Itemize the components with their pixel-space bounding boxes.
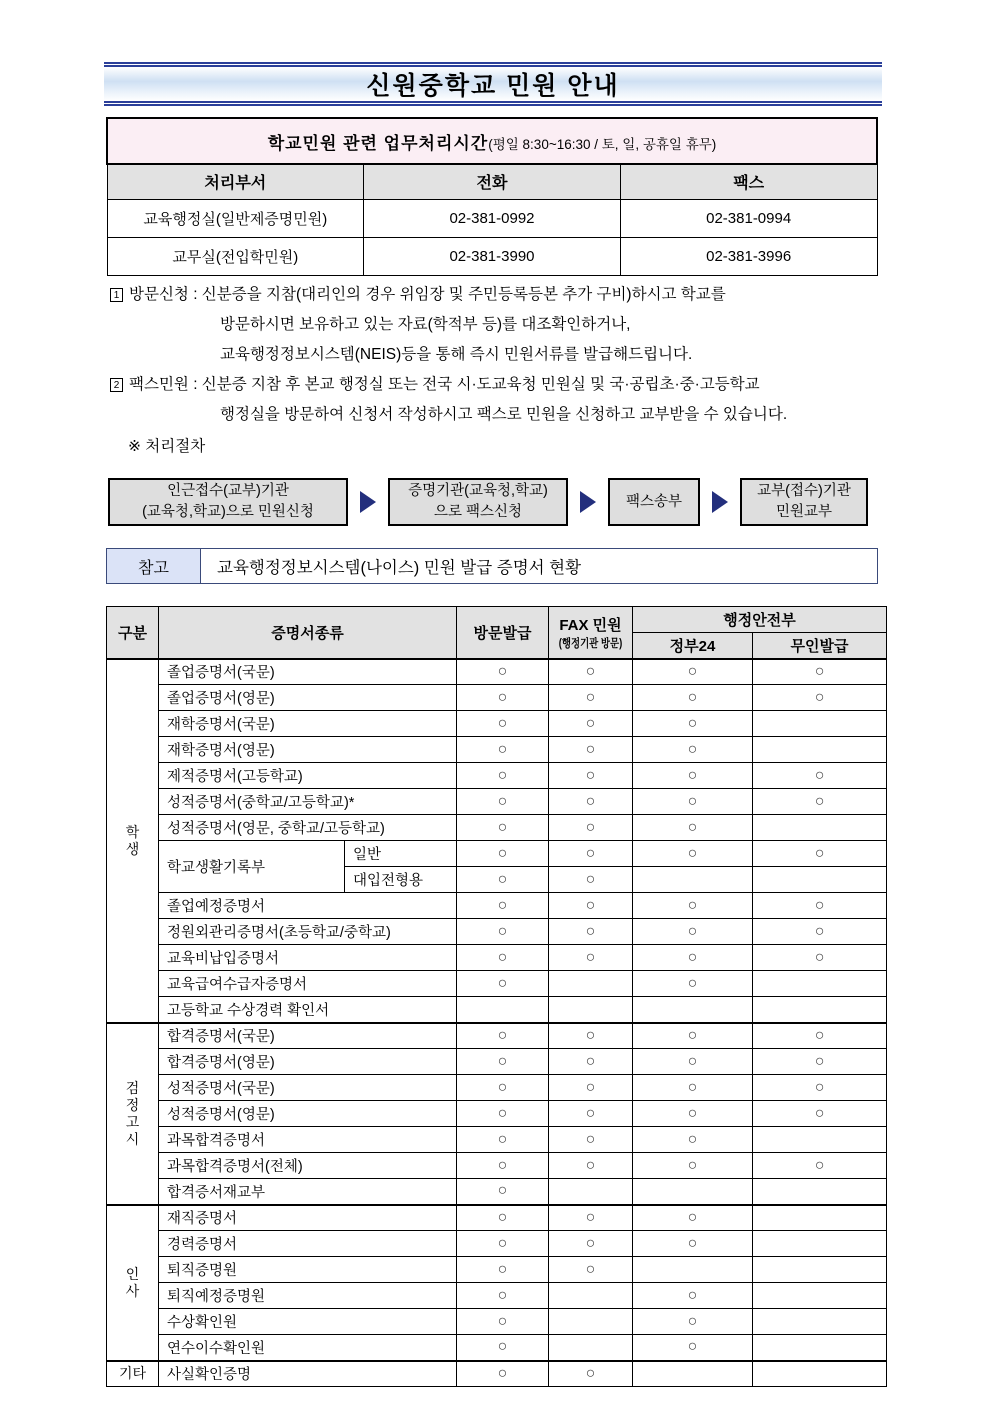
matrix-mark-fax (549, 971, 633, 997)
arrow-right-icon (580, 491, 596, 513)
office-hours-cell (107, 118, 877, 164)
matrix-mark-kiosk (753, 737, 887, 763)
table-row (107, 237, 877, 275)
matrix-mark-visit (457, 867, 549, 893)
matrix-category-cell: 기타 (107, 1361, 159, 1387)
matrix-mark-gov24 (633, 1153, 753, 1179)
title-banner (104, 62, 882, 106)
department-phone: 02-381-3990 (364, 237, 621, 275)
matrix-mark-kiosk (753, 1127, 887, 1153)
matrix-mark-gov24 (633, 685, 753, 711)
table-row (107, 685, 887, 711)
certificate-matrix-table (106, 606, 887, 1387)
matrix-cert-name: 사실확인증명 (159, 1361, 457, 1387)
flow-step-line2: 민원교부 (775, 504, 833, 520)
matrix-mark-fax (549, 1231, 633, 1257)
matrix-cert-name: 학교생활기록부 (159, 841, 345, 893)
matrix-mark-gov24 (633, 659, 753, 685)
instruction-item-1 (110, 280, 930, 310)
matrix-cert-name: 수상확인원 (159, 1309, 457, 1335)
flow-step-2 (388, 478, 568, 526)
office-hours-sub: (평일 8:30~16:30 / 토, 일, 공휴일 휴무) (488, 136, 717, 152)
matrix-mark-visit (457, 841, 549, 867)
matrix-mark-fax (549, 1283, 633, 1309)
matrix-mark-gov24 (633, 763, 753, 789)
matrix-mark-fax (549, 711, 633, 737)
matrix-mark-kiosk (753, 1361, 887, 1387)
matrix-mark-visit (457, 945, 549, 971)
table-row (107, 1179, 887, 1205)
matrix-mark-kiosk (753, 685, 887, 711)
matrix-mark-kiosk (753, 919, 887, 945)
th-mois: 행정안전부 (633, 607, 887, 633)
matrix-mark-kiosk (753, 659, 887, 685)
matrix-cert-name: 합격증서재교부 (159, 1179, 457, 1205)
matrix-mark-kiosk (753, 1335, 887, 1361)
matrix-mark-fax (549, 1361, 633, 1387)
matrix-category-cell: 학 생 (107, 659, 159, 1023)
matrix-mark-visit (457, 737, 549, 763)
matrix-mark-visit (457, 1361, 549, 1387)
matrix-mark-kiosk (753, 893, 887, 919)
matrix-mark-gov24 (633, 945, 753, 971)
matrix-cert-name: 제적증명서(고등학교) (159, 763, 457, 789)
matrix-mark-fax (549, 893, 633, 919)
matrix-mark-kiosk (753, 1309, 887, 1335)
matrix-mark-kiosk (753, 815, 887, 841)
matrix-mark-fax (549, 659, 633, 685)
table-row (107, 815, 887, 841)
matrix-mark-gov24 (633, 919, 753, 945)
matrix-mark-kiosk (753, 1049, 887, 1075)
item-number-badge: 2 (110, 378, 123, 392)
matrix-mark-gov24 (633, 1231, 753, 1257)
matrix-mark-kiosk (753, 763, 887, 789)
matrix-mark-gov24 (633, 867, 753, 893)
matrix-mark-visit (457, 1231, 549, 1257)
matrix-mark-kiosk (753, 867, 887, 893)
matrix-mark-visit (457, 1101, 549, 1127)
title-band (104, 67, 882, 101)
arrow-right-icon (360, 491, 376, 513)
th-fax-civil (549, 607, 633, 659)
matrix-cert-name: 퇴직예정증명원 (159, 1283, 457, 1309)
matrix-mark-visit (457, 919, 549, 945)
matrix-cert-name: 경력증명서 (159, 1231, 457, 1257)
matrix-mark-kiosk (753, 1023, 887, 1049)
matrix-cert-name: 합격증명서(영문) (159, 1049, 457, 1075)
matrix-mark-gov24 (633, 1283, 753, 1309)
table-row (107, 919, 887, 945)
matrix-mark-gov24 (633, 971, 753, 997)
matrix-mark-fax (549, 1153, 633, 1179)
matrix-mark-kiosk (753, 1075, 887, 1101)
flow-step-line2: (교육청,학교)으로 민원신청 (142, 504, 314, 520)
table-row (107, 763, 887, 789)
matrix-mark-gov24 (633, 815, 753, 841)
table-row (107, 945, 887, 971)
office-hours-main: 학교민원 관련 업무처리시간 (267, 133, 489, 153)
instruction-text: 교육행정정보시스템(NEIS)등을 통해 즉시 민원서류를 발급해드립니다. (220, 346, 693, 363)
matrix-mark-kiosk (753, 1257, 887, 1283)
matrix-cert-name: 과목합격증명서 (159, 1127, 457, 1153)
matrix-mark-fax (549, 1335, 633, 1361)
matrix-mark-visit (457, 1153, 549, 1179)
matrix-mark-gov24 (633, 1309, 753, 1335)
table-row (107, 1153, 887, 1179)
matrix-cert-name: 졸업증명서(영문) (159, 685, 457, 711)
matrix-cert-name: 졸업예정증명서 (159, 893, 457, 919)
department-fax: 02-381-3996 (620, 237, 877, 275)
matrix-mark-gov24 (633, 1075, 753, 1101)
instructions-block (110, 280, 930, 456)
table-row (107, 199, 877, 237)
table-row (107, 1101, 887, 1127)
table-row (107, 1049, 887, 1075)
matrix-mark-fax (549, 1309, 633, 1335)
instruction-text: 행정실을 방문하여 신청서 작성하시고 팩스로 민원을 신청하고 교부받을 수 있습니다. (220, 406, 788, 423)
matrix-mark-fax (549, 945, 633, 971)
matrix-mark-gov24 (633, 1101, 753, 1127)
matrix-mark-gov24 (633, 1023, 753, 1049)
matrix-mark-fax (549, 919, 633, 945)
matrix-mark-visit (457, 659, 549, 685)
matrix-cert-name: 합격증명서(국문) (159, 1023, 457, 1049)
matrix-mark-visit (457, 1309, 549, 1335)
table-row (107, 1205, 887, 1231)
matrix-mark-fax (549, 737, 633, 763)
matrix-cert-subtype: 일반 (345, 841, 457, 867)
department-name: 교육행정실(일반제증명민원) (107, 199, 364, 237)
matrix-mark-fax (549, 997, 633, 1023)
matrix-mark-fax (549, 1179, 633, 1205)
department-phone: 02-381-0992 (364, 199, 621, 237)
th-visit-issue: 방문발급 (457, 607, 549, 659)
th-cert-type: 증명서종류 (159, 607, 457, 659)
matrix-mark-gov24 (633, 789, 753, 815)
matrix-cert-name: 교육급여수급자증명서 (159, 971, 457, 997)
flow-step-line1: 교부(접수)기관 (757, 483, 851, 499)
matrix-mark-fax (549, 1023, 633, 1049)
flow-step-line1: 인근접수(교부)기관 (167, 483, 289, 499)
th-category: 구분 (107, 607, 159, 659)
col-header-department: 처리부서 (107, 164, 364, 199)
matrix-mark-visit (457, 971, 549, 997)
matrix-mark-gov24 (633, 1335, 753, 1361)
matrix-mark-kiosk (753, 789, 887, 815)
matrix-mark-visit (457, 1127, 549, 1153)
matrix-mark-kiosk (753, 711, 887, 737)
matrix-cert-name: 과목합격증명서(전체) (159, 1153, 457, 1179)
matrix-mark-gov24 (633, 841, 753, 867)
matrix-mark-kiosk (753, 1101, 887, 1127)
matrix-cert-name: 교육비납입증명서 (159, 945, 457, 971)
flow-step-line1: 팩스송부 (625, 493, 683, 510)
table-row (107, 737, 887, 763)
matrix-mark-kiosk (753, 1153, 887, 1179)
instruction-item-2 (110, 370, 930, 400)
matrix-cert-name: 고등학교 수상경력 확인서 (159, 997, 457, 1023)
table-row (107, 893, 887, 919)
flow-step-4 (740, 478, 868, 526)
th-gov24: 정부24 (633, 633, 753, 659)
matrix-mark-gov24 (633, 1205, 753, 1231)
matrix-cert-name: 성적증명서(중학교/고등학교)* (159, 789, 457, 815)
flow-step-line1: 증명기관(교육청,학교) (408, 483, 548, 499)
department-fax: 02-381-0994 (620, 199, 877, 237)
flow-step-1 (108, 478, 348, 526)
process-flowchart (108, 478, 868, 526)
matrix-mark-fax (549, 1257, 633, 1283)
matrix-mark-fax (549, 685, 633, 711)
matrix-mark-fax (549, 1101, 633, 1127)
matrix-mark-fax (549, 1075, 633, 1101)
th-kiosk: 무인발급 (753, 633, 887, 659)
matrix-header (107, 607, 887, 659)
matrix-cert-subtype: 대입전형용 (345, 867, 457, 893)
matrix-mark-visit (457, 1205, 549, 1231)
matrix-mark-kiosk (753, 971, 887, 997)
matrix-cert-name: 성적증명서(영문) (159, 1101, 457, 1127)
matrix-cert-name: 연수이수확인원 (159, 1335, 457, 1361)
matrix-cert-name: 성적증명서(국문) (159, 1075, 457, 1101)
matrix-mark-kiosk (753, 945, 887, 971)
matrix-mark-visit (457, 789, 549, 815)
matrix-mark-fax (549, 867, 633, 893)
item-number-badge: 1 (110, 288, 123, 302)
table-row (107, 1075, 887, 1101)
matrix-mark-gov24 (633, 711, 753, 737)
matrix-mark-visit (457, 1335, 549, 1361)
matrix-mark-fax (549, 1127, 633, 1153)
matrix-mark-gov24 (633, 1257, 753, 1283)
reference-tag: 참고 (107, 549, 201, 583)
th-fax-sub-label: (행정기관 방문) (558, 637, 623, 650)
instruction-text: 방문하시면 보유하고 있는 자료(학적부 등)를 대조확인하거나, (220, 316, 631, 333)
matrix-mark-kiosk (753, 1283, 887, 1309)
instruction-text: 방문신청 : 신분증을 지참(대리인의 경우 위임장 및 주민등록등본 추가 구비)하시고 학교를 (129, 286, 726, 303)
matrix-mark-visit (457, 1283, 549, 1309)
matrix-mark-gov24 (633, 997, 753, 1023)
matrix-mark-visit (457, 1049, 549, 1075)
matrix-category-cell: 인 사 (107, 1205, 159, 1361)
matrix-mark-fax (549, 1049, 633, 1075)
table-row (107, 1023, 887, 1049)
matrix-mark-fax (549, 763, 633, 789)
contact-info-table (106, 117, 878, 276)
table-row (107, 971, 887, 997)
table-row (107, 1257, 887, 1283)
matrix-body (107, 659, 887, 1387)
table-row (107, 841, 887, 867)
matrix-mark-fax (549, 789, 633, 815)
procedure-label: ※ 처리절차 (128, 438, 206, 455)
flow-step-3 (608, 478, 700, 526)
matrix-mark-visit (457, 1023, 549, 1049)
matrix-mark-visit (457, 815, 549, 841)
matrix-mark-visit (457, 997, 549, 1023)
matrix-cert-name: 재학증명서(국문) (159, 711, 457, 737)
matrix-mark-fax (549, 841, 633, 867)
matrix-mark-kiosk (753, 1179, 887, 1205)
matrix-mark-visit (457, 685, 549, 711)
matrix-cert-name: 퇴직증명원 (159, 1257, 457, 1283)
matrix-cert-name: 성적증명서(영문, 중학교/고등학교) (159, 815, 457, 841)
col-header-phone: 전화 (364, 164, 621, 199)
table-row (107, 1127, 887, 1153)
matrix-mark-fax (549, 1205, 633, 1231)
reference-bar (106, 548, 878, 584)
matrix-mark-visit (457, 1257, 549, 1283)
table-row (107, 1283, 887, 1309)
matrix-category-cell: 검 정 고 시 (107, 1023, 159, 1205)
matrix-cert-name: 재직증명서 (159, 1205, 457, 1231)
reference-text: 교육행정정보시스템(나이스) 민원 발급 증명서 현황 (201, 549, 877, 583)
table-row (107, 711, 887, 737)
matrix-mark-visit (457, 763, 549, 789)
matrix-cert-name: 정원외관리증명서(초등학교/중학교) (159, 919, 457, 945)
matrix-cert-name: 졸업증명서(국문) (159, 659, 457, 685)
matrix-mark-gov24 (633, 1361, 753, 1387)
matrix-mark-visit (457, 893, 549, 919)
matrix-cert-name: 재학증명서(영문) (159, 737, 457, 763)
matrix-mark-gov24 (633, 1049, 753, 1075)
matrix-mark-kiosk (753, 1205, 887, 1231)
col-header-fax: 팩스 (620, 164, 877, 199)
matrix-mark-visit (457, 1075, 549, 1101)
page-title: 신원중학교 민원 안내 (366, 72, 620, 100)
flow-step-line2: 으로 팩스신청 (433, 504, 523, 520)
table-row (107, 789, 887, 815)
matrix-mark-gov24 (633, 737, 753, 763)
table-row (107, 1361, 887, 1387)
th-fax-main-label: FAX 민원 (559, 616, 622, 634)
arrow-right-icon (712, 491, 728, 513)
matrix-mark-gov24 (633, 1179, 753, 1205)
table-row (107, 1309, 887, 1335)
matrix-mark-visit (457, 1179, 549, 1205)
table-row (107, 1335, 887, 1361)
matrix-mark-visit (457, 711, 549, 737)
matrix-mark-fax (549, 815, 633, 841)
department-name: 교무실(전입학민원) (107, 237, 364, 275)
matrix-mark-kiosk (753, 1231, 887, 1257)
table-row (107, 659, 887, 685)
matrix-mark-gov24 (633, 1127, 753, 1153)
instruction-text: 팩스민원 : 신분증 지참 후 본교 행정실 또는 전국 시·도교육청 민원실 및 국·공립초·중·고등학교 (129, 376, 760, 393)
matrix-mark-kiosk (753, 841, 887, 867)
table-row (107, 1231, 887, 1257)
table-row (107, 997, 887, 1023)
matrix-mark-kiosk (753, 997, 887, 1023)
matrix-mark-gov24 (633, 893, 753, 919)
